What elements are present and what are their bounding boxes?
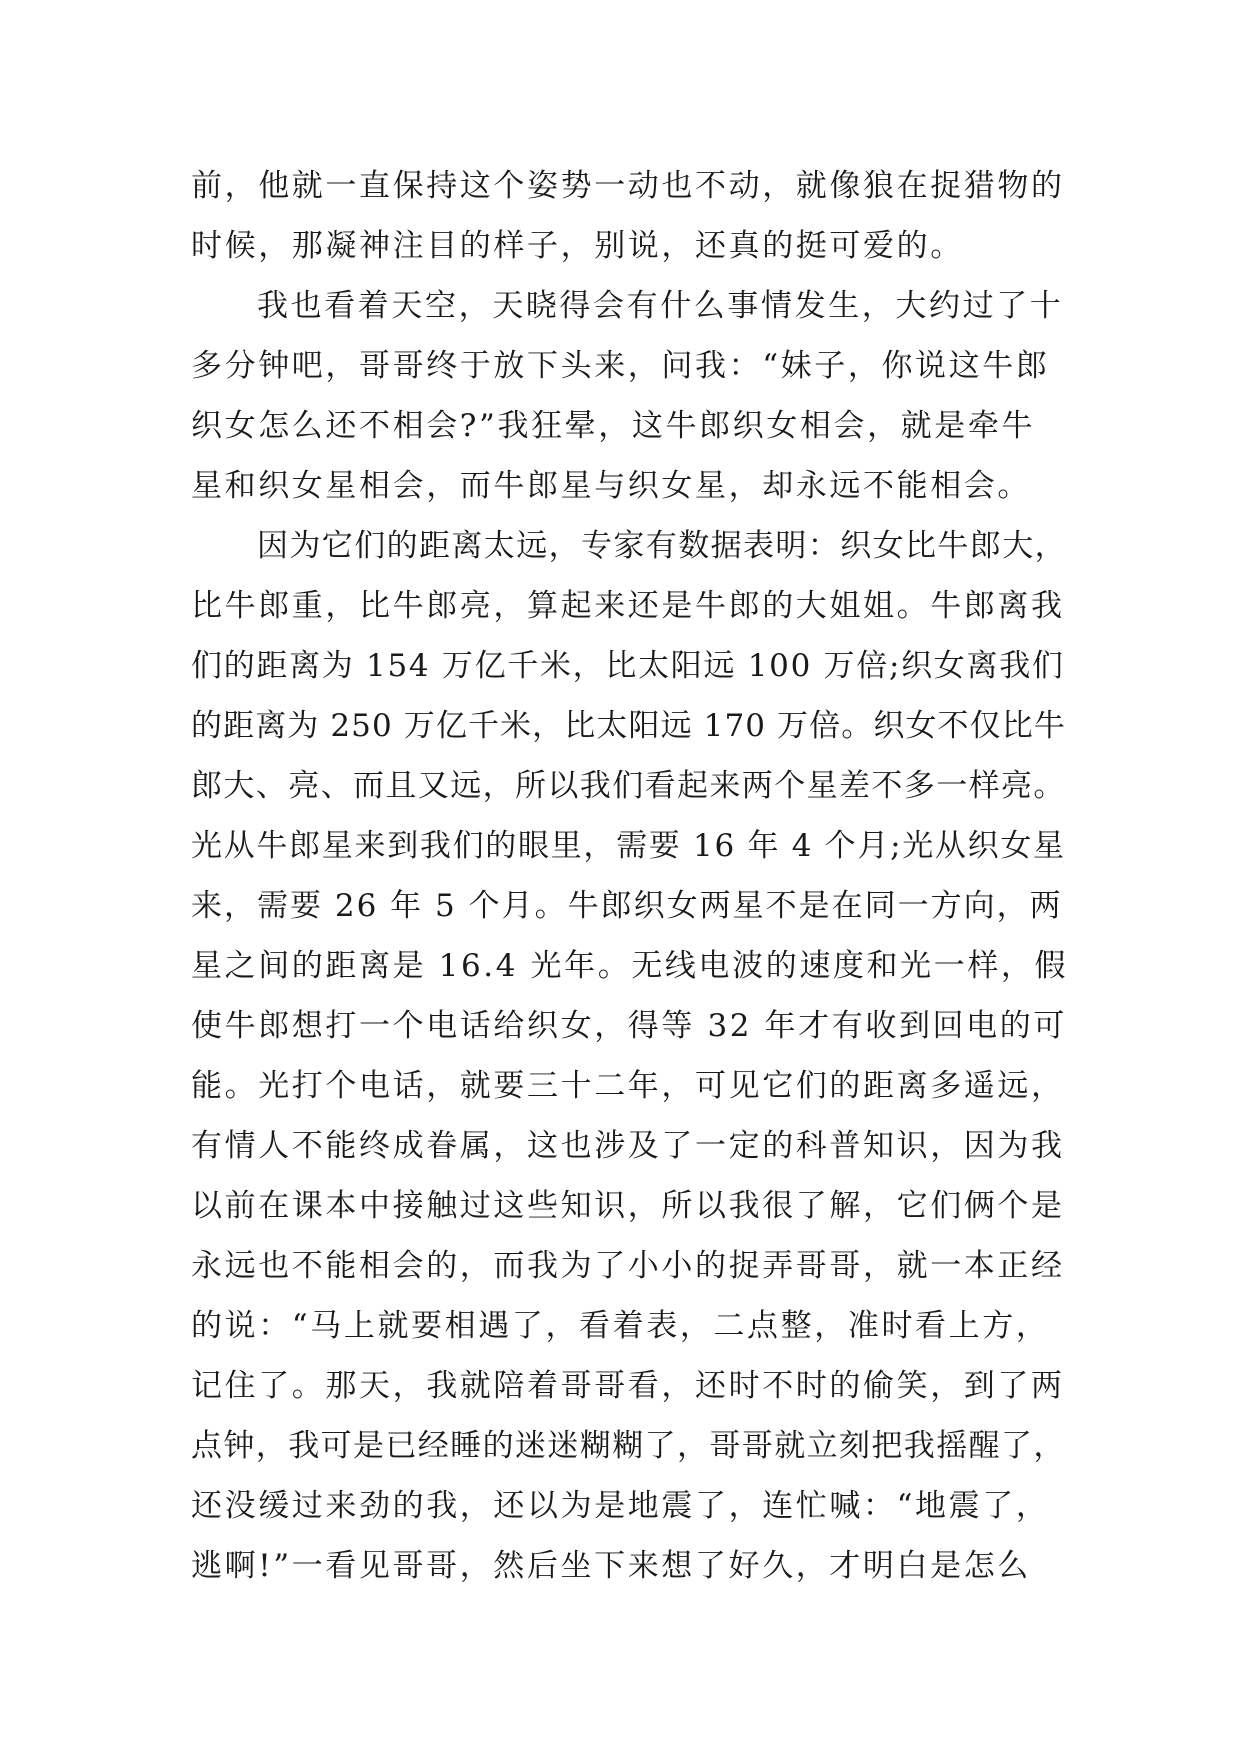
text-line: 星之间的距离是 16.4 光年。无线电波的速度和光一样，假 <box>191 948 1069 984</box>
text-line: 郎大、亮、而且又远，所以我们看起来两个星差不多一样亮。 <box>191 768 1066 804</box>
text-line: 以前在课本中接触过这些知识，所以我很了解，它们俩个是 <box>191 1188 1065 1224</box>
text-line: 比牛郎重，比牛郎亮，算起来还是牛郎的大姐姐。牛郎离我 <box>191 588 1065 624</box>
text-line: 来，需要 26 年 5 个月。牛郎织女两星不是在同一方向，两 <box>191 888 1063 924</box>
paragraph-start-line: 我也看着天空，天晓得会有什么事情发生，大约过了十 <box>257 288 1064 324</box>
text-line: 逃啊!”一看见哥哥，然后坐下来想了好久，才明白是怎么 <box>191 1548 1031 1584</box>
text-line: 还没缓过来劲的我，还以为是地震了，连忙喊：“地震了， <box>191 1488 1050 1524</box>
text-line: 多分钟吧，哥哥终于放下头来，问我：“妹子，你说这牛郎 <box>191 348 1050 384</box>
text-line: 永远也不能相会的，而我为了小小的捉弄哥哥，就一本正经 <box>191 1248 1065 1284</box>
text-line: 织女怎么还不相会?”我狂晕，这牛郎织女相会，就是牵牛 <box>191 408 1036 444</box>
text-line: 时候，那凝神注目的样子，别说，还真的挺可爱的。 <box>191 228 964 264</box>
text-line: 使牛郎想打一个电话给织女，得等 32 年才有收到回电的可 <box>191 1008 1067 1044</box>
text-line: 前，他就一直保持这个姿势一动也不动，就像狼在捉猎物的 <box>191 168 1065 204</box>
text-line: 有情人不能终成眷属，这也涉及了一定的科普知识，因为我 <box>191 1128 1065 1164</box>
text-line: 的距离为 250 万亿千米，比太阳远 170 万倍。织女不仅比牛 <box>191 708 1066 744</box>
text-line: 星和织女星相会，而牛郎星与织女星，却永远不能相会。 <box>191 468 1031 504</box>
text-line: 记住了。那天，我就陪着哥哥看，还时不时的偷笑，到了两 <box>191 1368 1065 1404</box>
text-line: 能。光打个电话，就要三十二年，可见它们的距离多遥远， <box>191 1068 1065 1104</box>
body-text <box>191 156 1071 1596</box>
text-line: 光从牛郎星来到我们的眼里，需要 16 年 4 个月;光从织女星 <box>191 828 1066 864</box>
text-line: 的说：“马上就要相遇了，看着表，二点整，准时看上方， <box>191 1308 1050 1344</box>
text-line: 点钟，我可是已经睡的迷迷糊糊了，哥哥就立刻把我摇醒了， <box>191 1428 1066 1464</box>
paragraph-start-line: 因为它们的距离太远，专家有数据表明：织女比牛郎大， <box>257 528 1067 564</box>
text-line: 们的距离为 154 万亿千米，比太阳远 100 万倍;织女离我们 <box>191 648 1065 684</box>
